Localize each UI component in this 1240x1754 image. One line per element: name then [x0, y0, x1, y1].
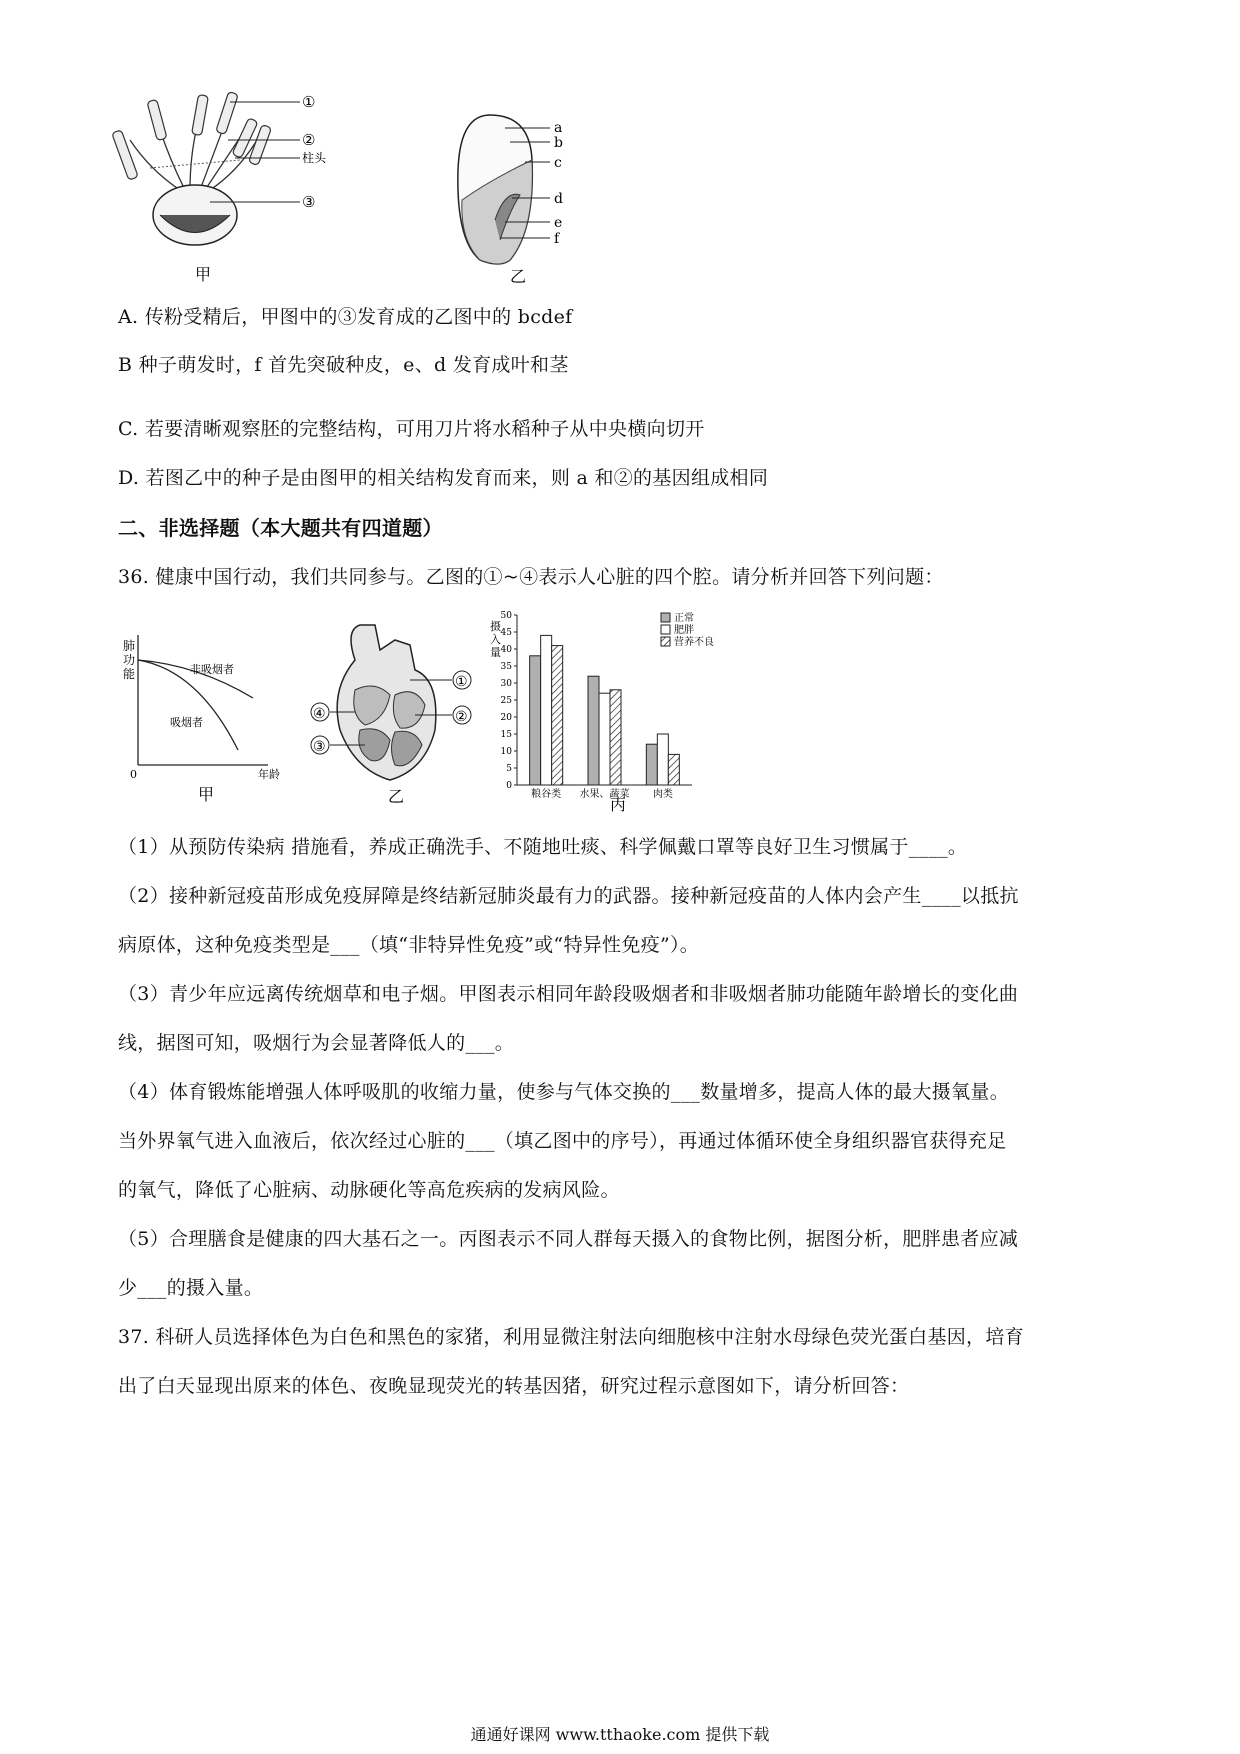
legend-label: 营养不良	[674, 637, 714, 648]
y-tick-label: 40	[500, 645, 512, 655]
lung-ylabel-2: 功	[123, 653, 136, 667]
y-tick-label: 15	[500, 730, 512, 740]
legend-label: 正常	[674, 613, 694, 624]
option-d: D. 若图乙中的种子是由图甲的相关结构发育而来，则 a 和②的基因组成相同	[118, 467, 769, 489]
y-tick-label: 30	[500, 679, 512, 689]
x-tick-label: 肉类	[652, 789, 673, 800]
y-tick-label: 45	[500, 628, 512, 638]
legend-swatch	[661, 637, 670, 646]
seed-label-b: b	[554, 135, 563, 151]
y-tick-label: 5	[506, 764, 512, 774]
flower-label-3: ③	[302, 193, 316, 211]
lung-function-figure	[118, 630, 298, 810]
q36-line-5: 线，据图可知，吸烟行为会显著降低人的___。	[118, 1032, 515, 1054]
x-tick-label: 水果、蔬菜	[579, 789, 630, 800]
bar	[657, 734, 668, 785]
q36-line-6: （4）体育锻炼能增强人体呼吸肌的收缩力量，使参与气体交换的___数量增多，提高人体的最大摄氧量。	[118, 1081, 1009, 1103]
bar	[646, 744, 657, 785]
chart-caption: 丙	[610, 795, 627, 814]
seed-label-c: c	[554, 155, 562, 171]
seed-label-a: a	[554, 120, 563, 136]
y-tick-label: 20	[500, 713, 512, 723]
q36-line-4: （3）青少年应远离传统烟草和电子烟。甲图表示相同年龄段吸烟者和非吸烟者肺功能随年龄增长的变化曲	[118, 983, 1019, 1005]
bar	[530, 656, 541, 785]
bar	[668, 754, 679, 785]
heart-figure	[300, 620, 490, 810]
q36-line-8: 的氧气，降低了心脏病、动脉硬化等高危疾病的发病风险。	[118, 1179, 620, 1201]
seed-label-e: e	[554, 215, 563, 231]
x-tick-label: 粮谷类	[531, 789, 562, 800]
heart-label-1: ①	[455, 674, 468, 690]
lung-ylabel-1: 肺	[123, 639, 136, 653]
heart-label-2: ②	[455, 709, 468, 725]
nonsmoker-label: 非吸烟者	[190, 663, 234, 676]
q37-line-1: 37. 科研人员选择体色为白色和黑色的家猪，利用显微注射法向细胞核中注射水母绿色荧光蛋白基因，培育	[118, 1326, 1024, 1348]
flower-label-1: ①	[302, 93, 316, 111]
section-heading: 二、非选择题（本大题共有四道题）	[118, 516, 443, 540]
q36-line-1: （1）从预防传染病 措施看，养成正确洗手、不随地吐痰、科学佩戴口罩等良好卫生习惯属于____。	[118, 836, 968, 858]
q36-line-7: 当外界氧气进入血液后，依次经过心脏的___（填乙图中的序号），再通过体循环使全身组织器官获得充足	[118, 1130, 1007, 1152]
q36-line-3: 病原体，这种免疫类型是___（填“非特异性免疫”或“特异性免疫”）。	[118, 934, 700, 956]
flower-caption: 甲	[195, 265, 212, 284]
q36-line-10: 少___的摄入量。	[118, 1277, 264, 1299]
flower-figure	[110, 90, 370, 290]
legend-label: 肥胖	[674, 625, 694, 636]
legend-swatch	[661, 613, 670, 622]
intake-chart	[485, 605, 745, 815]
page-footer: 通通好课网 www.tthaoke.com 提供下载	[470, 1725, 770, 1744]
q36-line-9: （5）合理膳食是健康的四大基石之一。丙图表示不同人群每天摄入的食物比例，据图分析，肥胖患者应减	[118, 1228, 1019, 1250]
q37-line-2: 出了白天显现出原来的体色、夜晚显现荧光的转基因猪，研究过程示意图如下，请分析回答：	[118, 1375, 910, 1397]
flower-label-stigma: 柱头	[302, 151, 327, 165]
chart-ylabel: 摄入量	[490, 620, 501, 659]
lung-origin: 0	[130, 768, 137, 781]
lung-caption: 甲	[198, 785, 215, 804]
bar	[599, 693, 610, 785]
legend-swatch	[661, 625, 670, 634]
bar	[541, 635, 552, 785]
option-c: C. 若要清晰观察胚的完整结构，可用刀片将水稻种子从中央横向切开	[118, 418, 705, 440]
bar	[610, 690, 621, 785]
heart-label-3: ③	[313, 739, 326, 755]
y-tick-label: 0	[506, 781, 512, 791]
y-tick-label: 25	[500, 696, 512, 706]
bar	[552, 646, 563, 785]
y-tick-label: 10	[500, 747, 512, 757]
flower-label-2: ②	[302, 131, 316, 149]
seed-label-f: f	[554, 231, 560, 247]
y-tick-label: 50	[500, 611, 512, 621]
heart-caption: 乙	[388, 787, 405, 806]
seed-label-d: d	[554, 191, 563, 207]
y-tick-label: 35	[500, 662, 512, 672]
q36-line-2: （2）接种新冠疫苗形成免疫屏障是终结新冠肺炎最有力的武器。接种新冠疫苗的人体内会产生____以抵抗	[118, 885, 1019, 907]
seed-caption: 乙	[510, 267, 527, 286]
bar	[588, 676, 599, 785]
option-a: A. 传粉受精后，甲图中的③发育成的乙图中的 bcdef	[118, 306, 573, 328]
q36-intro: 36. 健康中国行动，我们共同参与。乙图的①~④表示人心脏的四个腔。请分析并回答下列问题：	[118, 566, 944, 588]
option-b: B 种子萌发时，f 首先突破种皮，e、d 发育成叶和茎	[118, 354, 569, 376]
lung-ylabel-3: 能	[123, 667, 136, 681]
heart-label-4: ④	[313, 706, 326, 722]
lung-xlabel: 年龄	[258, 768, 280, 781]
smoker-label: 吸烟者	[170, 716, 203, 729]
seed-figure	[450, 110, 590, 290]
